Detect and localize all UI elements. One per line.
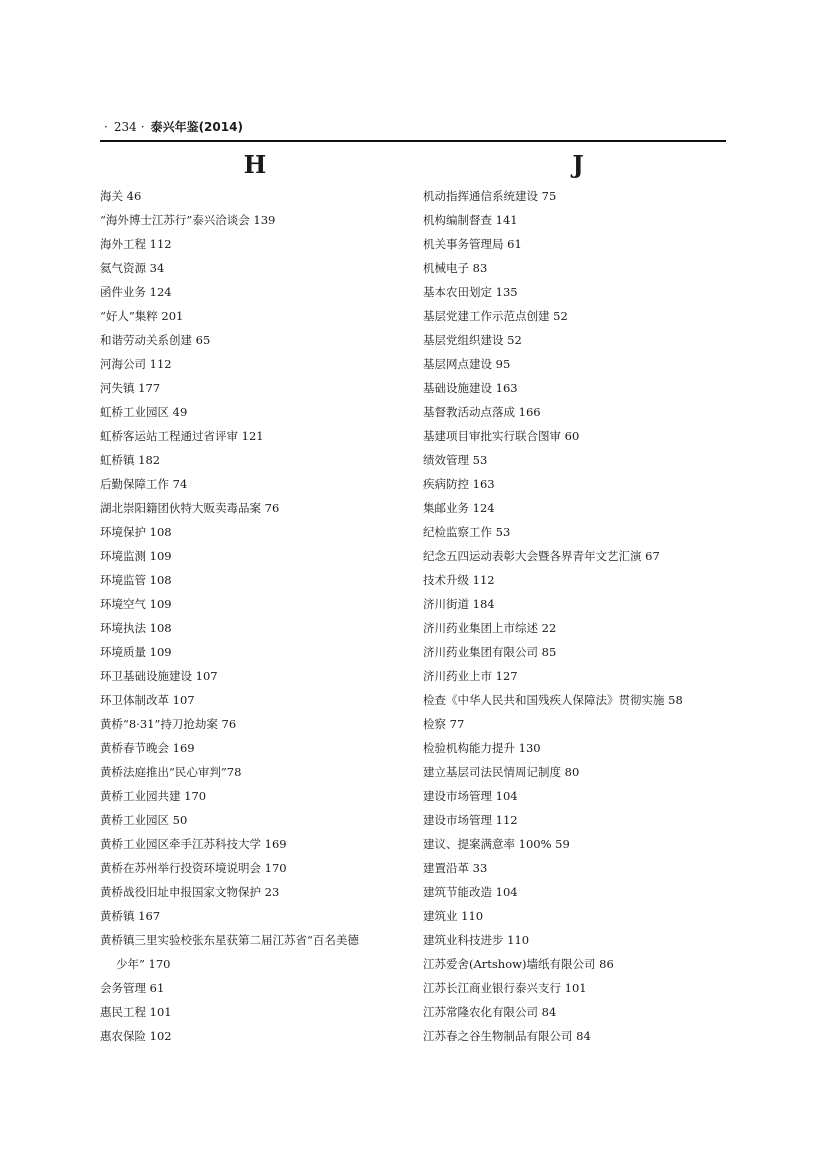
index-entry: 集邮业务 124	[423, 501, 495, 515]
index-entry: 黄桥工业园区 50	[100, 813, 188, 827]
index-entry: 黄桥在苏州举行投资环境说明会 170	[100, 861, 287, 875]
index-entry: 纪念五四运动表彰大会暨各界青年文艺汇演 67	[423, 549, 660, 563]
index-entry: 后勤保障工作 74	[100, 477, 188, 491]
index-entry: 湖北崇阳籍团伙特大贩卖毒品案 76	[100, 501, 280, 515]
index-entry: 基层网点建设 95	[423, 357, 511, 371]
index-entry: 机械电子 83	[423, 261, 488, 275]
index-entry: 江苏长江商业银行泰兴支行 101	[423, 981, 587, 995]
index-entry: 江苏常隆农化有限公司 84	[423, 1005, 557, 1019]
index-entry: 机构编制督查 141	[423, 213, 518, 227]
index-column-j	[423, 146, 733, 1048]
letter-heading-j: J	[572, 150, 584, 179]
index-entry: 建筑业 110	[423, 909, 484, 923]
index-entry: 基层党组织建设 52	[423, 333, 522, 347]
index-entry: 环境质量 109	[100, 645, 172, 659]
index-entry: 环卫基础设施建设 107	[100, 669, 218, 683]
index-entry: 检察 77	[423, 717, 465, 731]
index-entry: 济川药业上市 127	[423, 669, 518, 683]
index-entry: 济川街道 184	[423, 597, 495, 611]
index-entry: 黄桥法庭推出“民心审判”78	[100, 765, 242, 779]
index-entry: “好人”集粹 201	[100, 309, 184, 323]
index-entry: 环境保护 108	[100, 525, 172, 539]
index-entry: 会务管理 61	[100, 981, 165, 995]
index-entry: 建议、提案满意率 100% 59	[423, 837, 570, 851]
index-entry: 基督教活动点落成 166	[423, 405, 541, 419]
index-entry: 海关 46	[100, 189, 142, 203]
index-entry: 黄桥工业园共建 170	[100, 789, 207, 803]
index-entry: 少年” 170	[116, 957, 171, 971]
index-entry: 检查《中华人民共和国残疾人保障法》贯彻实施 58	[423, 693, 683, 707]
index-entry: 环境空气 109	[100, 597, 172, 611]
index-entry: 黄桥春节晚会 169	[100, 741, 195, 755]
index-entry: 建筑业科技进步 110	[423, 933, 530, 947]
index-entry: 河失镇 177	[100, 381, 161, 395]
index-entry: “海外博士江苏行”泰兴洽谈会 139	[100, 213, 276, 227]
index-entry: 惠民工程 101	[100, 1005, 172, 1019]
index-entry-list	[100, 184, 410, 1048]
index-entry: 绩效管理 53	[423, 453, 488, 467]
index-entry: 建设市场管理 104	[423, 789, 518, 803]
index-entry: 建立基层司法民情周记制度 80	[423, 765, 580, 779]
index-entry: 基本农田划定 135	[423, 285, 518, 299]
index-entry: 机动指挥通信系统建设 75	[423, 189, 557, 203]
bullet-icon: ·	[140, 120, 145, 134]
index-entry: 疾病防控 163	[423, 477, 495, 491]
index-entry: 江苏春之谷生物制品有限公司 84	[423, 1029, 591, 1043]
index-entry: 基层党建工作示范点创建 52	[423, 309, 568, 323]
index-entry: 济川药业集团上市综述 22	[423, 621, 557, 635]
index-entry: 环境监测 109	[100, 549, 172, 563]
index-entry: 技术升级 112	[423, 573, 495, 587]
index-entry: 环卫体制改革 107	[100, 693, 195, 707]
index-entry: 黄桥镇三里实验校张东星获第二届江苏省“百名美德	[100, 933, 359, 947]
index-entry: 虹桥客运站工程通过省评审 121	[100, 429, 264, 443]
index-entry: 济川药业集团有限公司 85	[423, 645, 557, 659]
page-number: 234	[113, 120, 137, 134]
index-entry: 函件业务 124	[100, 285, 172, 299]
index-entry: 黄桥镇 167	[100, 909, 161, 923]
bullet-icon: ·	[104, 120, 108, 134]
index-entry: 检验机构能力提升 130	[423, 741, 541, 755]
index-entry: 建筑节能改造 104	[423, 885, 518, 899]
index-entry-list	[423, 184, 733, 1048]
index-column-h	[100, 146, 410, 1048]
index-entry: 惠农保险 102	[100, 1029, 172, 1043]
book-title: 泰兴年鉴(2014)	[150, 120, 243, 134]
index-entry: 虹桥工业园区 49	[100, 405, 188, 419]
index-entry: 氦气资源 34	[100, 261, 165, 275]
index-entry: 虹桥镇 182	[100, 453, 161, 467]
index-entry: 纪检监察工作 53	[423, 525, 511, 539]
index-entry: 江苏爱舍(Artshow)墙纸有限公司 86	[423, 957, 614, 971]
header-rule	[100, 140, 726, 142]
index-entry: 河海公司 112	[100, 357, 172, 371]
index-entry: 黄桥“8·31”持刀抢劫案 76	[100, 717, 237, 731]
index-entry: 建置沿革 33	[423, 861, 488, 875]
index-entry: 和谐劳动关系创建 65	[100, 333, 211, 347]
page-header	[100, 117, 726, 139]
index-entry: 环境执法 108	[100, 621, 172, 635]
index-entry: 黄桥工业园区牵手江苏科技大学 169	[100, 837, 287, 851]
index-entry: 基建项目审批实行联合图审 60	[423, 429, 580, 443]
index-entry: 海外工程 112	[100, 237, 172, 251]
index-entry: 基础设施建设 163	[423, 381, 518, 395]
index-entry: 环境监管 108	[100, 573, 172, 587]
index-entry: 黄桥战役旧址申报国家文物保护 23	[100, 885, 280, 899]
index-entry: 建设市场管理 112	[423, 813, 518, 827]
index-entry: 机关事务管理局 61	[423, 237, 522, 251]
letter-heading-h: H	[243, 150, 267, 179]
